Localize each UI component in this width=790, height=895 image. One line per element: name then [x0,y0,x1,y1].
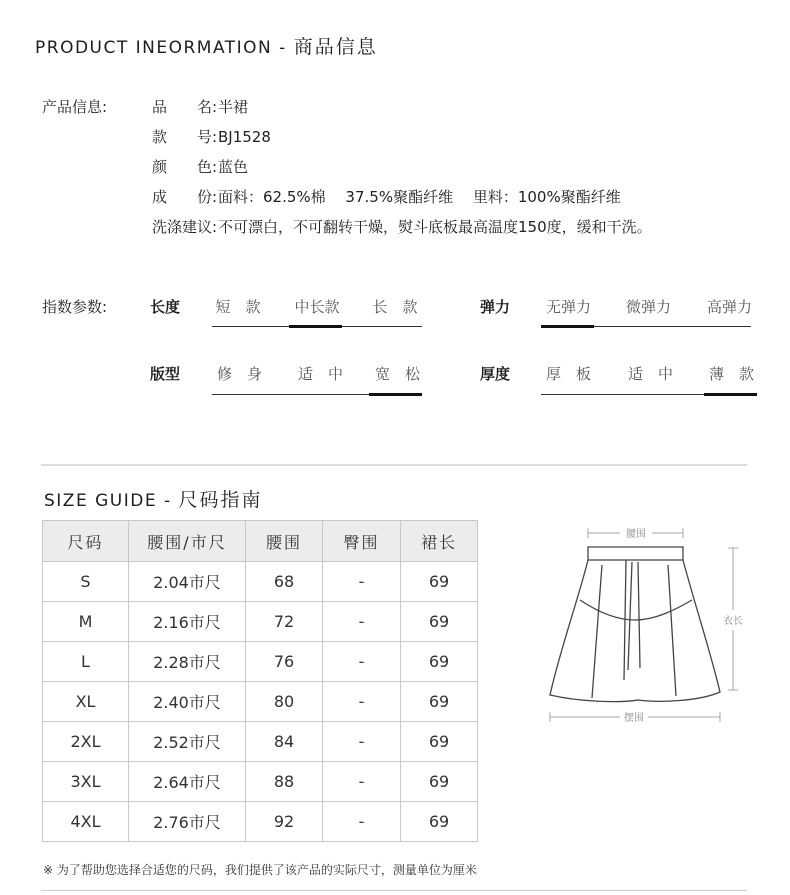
cell-size: 2XL [43,722,129,762]
cell-skirt-length: 69 [401,602,478,642]
index-params-label: 指数参数: [42,298,108,316]
info-value: 不可漂白，不可翻转干燥，熨斗底板最高温度150度，缓和干洗。 [218,218,652,236]
cell-hip: - [323,762,401,802]
info-row-material [152,186,621,207]
size-guide-heading [44,485,263,512]
cell-hip: - [323,682,401,722]
info-row-style-no [152,126,271,147]
elasticity-option-slight: 微弹力 [625,298,671,316]
table-row [43,682,478,722]
product-info-heading-en: PRODUCT INEORMATION [35,38,273,58]
info-row-care [152,216,652,237]
cell-hip: - [323,562,401,602]
cell-waist-shichi: 2.76市尺 [129,802,246,842]
fit-option-slim: 修 身 [216,365,262,383]
product-info-heading [35,32,378,59]
cell-hip: - [323,722,401,762]
table-row [43,762,478,802]
cell-waist: 88 [246,762,323,802]
info-value: 半裙 [218,98,249,116]
skirt-outline [550,547,720,702]
cell-skirt-length: 69 [401,722,478,762]
cell-waist-shichi: 2.28市尺 [129,642,246,682]
info-value: BJ1528 [218,128,271,146]
info-row-color [152,156,248,177]
cell-size: L [43,642,129,682]
section-divider [41,464,747,466]
table-row [43,722,478,762]
fit-option-loose: 宽 松 [374,365,420,383]
cell-skirt-length: 69 [401,682,478,722]
table-row [43,802,478,842]
length-option-long: 长 款 [372,298,418,316]
info-value: 面料：62.5%棉 37.5%聚酯纤维 里料：100%聚酯纤维 [218,188,621,206]
thickness-label: 厚度 [480,365,511,383]
cell-size: 4XL [43,802,129,842]
length-selected-marker [289,325,342,328]
cell-waist-shichi: 2.16市尺 [129,602,246,642]
info-value: 蓝色 [218,158,249,176]
cell-waist-shichi: 2.40市尺 [129,682,246,722]
cell-waist: 72 [246,602,323,642]
cell-waist: 68 [246,562,323,602]
waist-measurement [588,528,683,540]
column-header-waist-shichi: 腰围/市尺 [129,521,246,562]
hem-dimension-label: 摆围 [624,713,644,724]
fit-selected-marker [369,393,422,396]
cell-skirt-length: 69 [401,802,478,842]
table-row [43,562,478,602]
table-row [43,602,478,642]
product-info-label: 产品信息: [42,98,108,116]
fit-option-regular: 适 中 [297,365,343,383]
skirt-measurement-diagram [540,520,750,730]
waist-dimension-label: 腰围 [626,529,646,540]
table-header-row [43,521,478,562]
heading-separator: - [272,38,294,58]
info-key: 款 号: [152,128,218,146]
elasticity-option-high: 高弹力 [706,298,752,316]
column-header-waist: 腰围 [246,521,323,562]
product-info-heading-cn: 商品信息 [293,36,378,58]
table-row [43,642,478,682]
info-row-name [152,96,248,117]
length-measurement [723,548,743,690]
cell-size: 3XL [43,762,129,802]
thickness-option-thin: 薄 款 [708,365,754,383]
size-guide-heading-en: SIZE GUIDE [44,491,158,511]
info-key: 品 名: [152,98,218,116]
length-option-mid: 中长款 [294,298,340,316]
length-dimension-label: 衣长 [723,616,743,627]
cell-hip: - [323,602,401,642]
cell-size: XL [43,682,129,722]
size-table [42,520,478,842]
column-header-size: 尺码 [43,521,129,562]
hem-measurement [550,711,720,724]
length-option-short: 短 款 [215,298,261,316]
thickness-option-thick: 厚 板 [545,365,591,383]
cell-skirt-length: 69 [401,562,478,602]
cell-skirt-length: 69 [401,762,478,802]
elasticity-label: 弹力 [480,298,511,316]
cell-waist-shichi: 2.04市尺 [129,562,246,602]
size-guide-heading-cn: 尺码指南 [178,489,263,511]
heading-separator: - [157,491,179,511]
column-header-hip: 臀围 [323,521,401,562]
cell-waist-shichi: 2.64市尺 [129,762,246,802]
elasticity-option-none: 无弹力 [545,298,591,316]
info-key: 颜 色: [152,158,218,176]
cell-hip: - [323,642,401,682]
elasticity-selected-marker [541,325,594,328]
cell-skirt-length: 69 [401,642,478,682]
fit-label: 版型 [150,365,181,383]
cell-hip: - [323,802,401,842]
thickness-option-regular: 适 中 [627,365,673,383]
cell-waist: 84 [246,722,323,762]
cell-size: M [43,602,129,642]
cell-waist: 76 [246,642,323,682]
thickness-selected-marker [704,393,757,396]
cell-waist: 92 [246,802,323,842]
info-key: 成 份: [152,188,218,206]
bottom-divider [41,890,747,891]
column-header-skirt-length: 裙长 [401,521,478,562]
size-note: ※ 为了帮助您选择合适您的尺码，我们提供了该产品的实际尺寸，测量单位为厘米 [43,863,477,877]
cell-waist-shichi: 2.52市尺 [129,722,246,762]
cell-size: S [43,562,129,602]
cell-waist: 80 [246,682,323,722]
info-key: 洗涤建议: [152,218,218,236]
length-label: 长度 [150,298,181,316]
